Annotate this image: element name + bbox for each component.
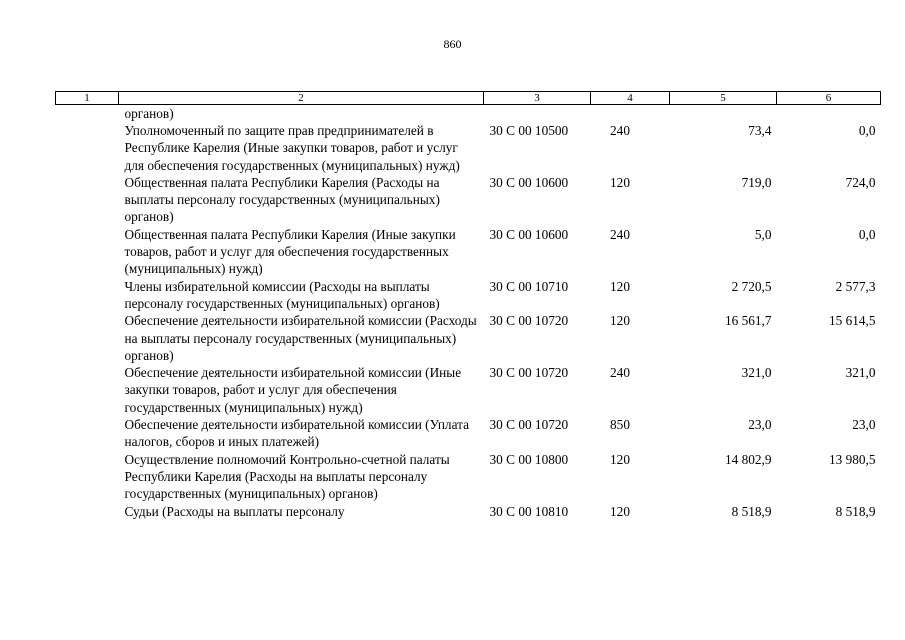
continuation-text: органов)	[124, 106, 174, 121]
header-col-1: 1	[56, 92, 119, 105]
row-expense-type: 120	[610, 451, 630, 467]
row-amount-2: 0,0	[858, 123, 876, 138]
row-name: Общественная палата Республики Карелия (Расходы на выплаты персоналу государственных (муниципальных) органов)	[124, 174, 440, 225]
row-expense-type: 240	[610, 365, 630, 381]
table-row	[56, 364, 881, 416]
row-name: Обеспечение деятельности избирательной комиссии (Уплата налогов, сборов и иных платежей)	[124, 417, 470, 450]
row-amount-1: 5,0	[754, 226, 772, 242]
row-code: 30 С 00 10720	[489, 365, 569, 381]
header-col-5: 5	[670, 92, 777, 105]
row-expense-type: 120	[610, 313, 630, 329]
row-expense-type: 240	[610, 123, 630, 138]
row-code: 30 С 00 10600	[489, 226, 569, 242]
row-amount-1: 16 561,7	[724, 313, 772, 329]
row-amount-2: 321,0	[845, 365, 876, 381]
row-code: 30 С 00 10800	[489, 451, 569, 467]
header-col-4: 4	[591, 92, 670, 105]
header-row	[56, 92, 881, 105]
row-code: 30 С 00 10600	[489, 174, 569, 190]
row-code: 30 С 00 10810	[489, 503, 569, 519]
row-amount-1: 8 518,9	[731, 503, 772, 519]
table-row	[56, 122, 881, 174]
row-name: Обеспечение деятельности избирательной комиссии (Иные закупки товаров, работ и услуг для обеспечения государственных (муниципальных) нужд)	[124, 365, 462, 415]
row-expense-type: 120	[610, 174, 630, 190]
row-expense-type: 240	[610, 226, 630, 242]
header-col-2: 2	[119, 92, 484, 105]
table-row	[56, 278, 881, 313]
row-code: 30 С 00 10720	[489, 313, 569, 329]
row-index-cell	[56, 503, 119, 520]
row-expense-type: 120	[610, 278, 630, 294]
header-col-6: 6	[777, 92, 881, 105]
row-index-cell	[56, 226, 119, 278]
table-row	[56, 226, 881, 278]
table-row	[56, 312, 881, 364]
row-name: Уполномоченный по защите прав предпринимателей в Республике Карелия (Иные закупки товаров, работ и услуг для обеспечения государственных (муниципальных) нужд)	[124, 123, 460, 173]
row-amount-2: 23,0	[852, 417, 876, 433]
row-index-cell	[56, 364, 119, 416]
row-amount-1: 719,0	[741, 174, 772, 190]
row-index-cell	[56, 451, 119, 503]
row-amount-1: 2 720,5	[731, 278, 772, 294]
table-row	[56, 451, 881, 503]
row-amount-1: 73,4	[748, 123, 772, 138]
row-name: Члены избирательной комиссии (Расходы на выплаты персоналу государственных (муниципальных) органов)	[124, 278, 440, 311]
row-expense-type: 850	[610, 417, 630, 433]
row-code: 30 С 00 10720	[489, 417, 569, 433]
row-name: Общественная палата Республики Карелия (Иные закупки товаров, работ и услуг для обеспечения государственных (муниципальных) нужд)	[124, 226, 456, 277]
row-index-cell	[56, 312, 119, 364]
row-amount-2: 15 614,5	[828, 313, 876, 329]
continuation-row	[56, 105, 881, 123]
header-col-3: 3	[484, 92, 591, 105]
row-index-cell	[56, 278, 119, 313]
row-name: Осуществление полномочий Контрольно-счетной палаты Республики Карелия (Расходы на выплаты персоналу государственных (муниципальных) органов)	[124, 451, 450, 502]
row-amount-1: 23,0	[748, 417, 772, 433]
row-index-cell	[56, 122, 119, 174]
row-amount-2: 0,0	[858, 226, 876, 242]
row-index-cell	[56, 416, 119, 451]
row-name: Судьи (Расходы на выплаты персоналу	[124, 503, 345, 519]
row-index-cell	[56, 174, 119, 226]
table-row	[56, 416, 881, 451]
row-amount-2: 724,0	[845, 174, 876, 190]
table-row	[56, 174, 881, 226]
row-amount-2: 13 980,5	[828, 451, 876, 467]
row-amount-2: 8 518,9	[835, 503, 876, 519]
row-amount-2: 2 577,3	[835, 278, 876, 294]
row-expense-type: 120	[610, 503, 630, 519]
row-name: Обеспечение деятельности избирательной комиссии (Расходы на выплаты персоналу государственных (муниципальных) органов)	[124, 313, 477, 363]
row-amount-1: 321,0	[741, 365, 772, 381]
row-code: 30 С 00 10710	[489, 278, 569, 294]
table-row	[56, 503, 881, 520]
row-amount-1: 14 802,9	[724, 451, 772, 467]
budget-table	[55, 91, 881, 520]
page-number: 860	[443, 37, 462, 51]
row-code: 30 С 00 10500	[489, 123, 569, 138]
